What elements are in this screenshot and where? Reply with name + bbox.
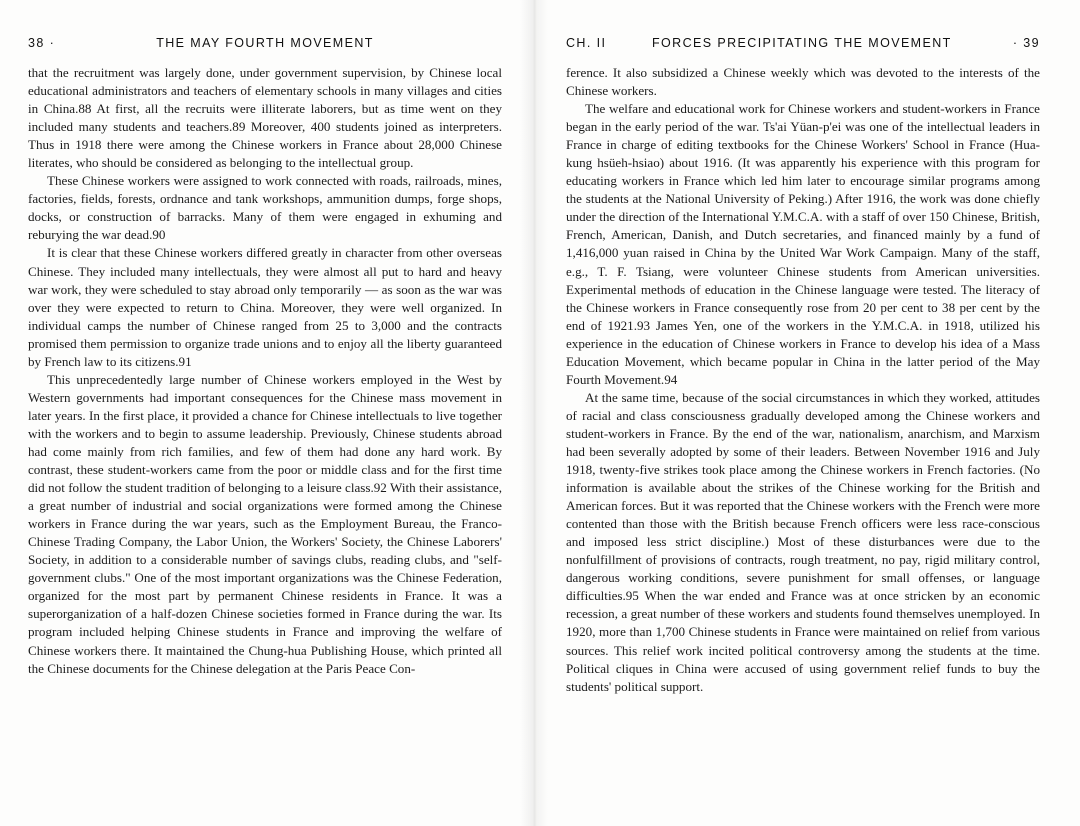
right-page-text — [566, 64, 1040, 696]
left-page-text — [28, 64, 502, 678]
left-paragraph-3: It is clear that these Chinese workers differed greatly in character from other overseas Chinese. They included many intellectuals, they were almost all put to hard and heavy war work, they were scheduled to stay abroad only temporarily — as soon as the war was over they were expected to return to China. Moreover, they were well organized. In individual camps the number of Chinese ranged from 25 to 3,000 and the contracts promised them permission to organize trade unions and to enjoy all the liberty guaranteed by French law to its citizens.91 — [28, 245, 502, 369]
left-running-head — [28, 36, 502, 54]
book-gutter — [520, 0, 548, 826]
left-page — [28, 36, 502, 678]
left-paragraph-2: These Chinese workers were assigned to work connected with roads, railroads, mines, factories, fields, forests, ordnance and tank workshops, ammunition dumps, forge shops, docks, or construction of barracks. Many of them were engaged in exhuming and reburying the war dead.90 — [28, 173, 502, 243]
right-chapter-label: CH. II — [566, 36, 607, 50]
left-paragraph-1: that the recruitment was largely done, under government supervision, by Chinese local educational administrators and teachers of elementary schools in many villages and cities in China.88 At first, all the recruits were illiterate laborers, but as time went on they included many students and teachers.89 Moreover, 400 students joined as interpreters. Thus in 1918 there were among the Chinese workers in France about 28,000 Chinese literates, who should be considered as belonging to the intellectual group. — [28, 65, 502, 171]
left-running-title: THE MAY FOURTH MOVEMENT — [156, 36, 374, 50]
right-paragraph-2: The welfare and educational work for Chinese workers and student-workers in France began in the early period of the war. Ts'ai Yüan-p'ei was one of the intellectual leaders in France in charge of editing textbooks for the Chinese Workers' School in France (Hua-kung hsüeh-hsiao) about 1916. (It was apparently his experience with this program for educating workers in France which led him later to encourage similar programs among the students at the National University of Peking.) After 1916, the work was done chiefly under the direction of the International Y.M.C.A. with a staff of over 150 Chinese, British, French, American, Danish, and Dutch secretaries, and financed mainly by a fund of 1,416,000 yuan raised in China by the United War Work Campaign. Many of the staff, e.g., T. F. Tsiang, were volunteer Chinese students from American universities. Experimental methods of education in the Chinese language were tested. The literacy of the Chinese workers in France consequently rose from 20 per cent to 38 per cent by the end of 1921.93 James Yen, one of the workers in the Y.M.C.A. in 1918, utilized his experience in the education of Chinese workers in France to develop his idea of a Mass Education Movement, which became popular in China in the latter period of the May Fourth Movement.94 — [566, 101, 1040, 387]
right-running-title: FORCES PRECIPITATING THE MOVEMENT — [652, 36, 952, 50]
right-page-number: · 39 — [1012, 36, 1040, 50]
left-paragraph-4: This unprecedentedly large number of Chinese workers employed in the West by Western governments had important consequences for the Chinese mass movement in later years. In the first place, it provided a chance for Chinese intellectuals to live together with the workers and to begin to assume leadership. Previously, Chinese students abroad had come mainly from rich families, and few of them had done any hard work. By contrast, these student-workers came from the poor or middle class and for the first time did not follow the student tradition of belonging to a leisure class.92 With their assistance, a great number of industrial and social organizations were formed among the Chinese workers in France during the war years, such as the Employment Bureau, the Franco-Chinese Trading Company, the Labor Union, the Workers' Society, the Chinese Laborers' Society, in addition to a considerable number of savings clubs, reading clubs, and "self-government clubs." One of the most important organizations was the Chinese Federation, organized for the most part by permanent Chinese residents in France. It was a superorganization of a half-dozen Chinese societies formed in France during the war. Its program included helping Chinese students in France and improving the welfare of Chinese workers there. It maintained the Chung-hua Publishing House, which printed all the Chinese documents for the Chinese delegation at the Paris Peace Con- — [28, 371, 502, 676]
right-page — [566, 36, 1040, 696]
right-running-head — [566, 36, 1040, 54]
right-paragraph-1: ference. It also subsidized a Chinese weekly which was devoted to the interests of the Chinese workers. — [566, 65, 1040, 99]
left-page-number: 38 · — [28, 36, 56, 50]
right-paragraph-3: At the same time, because of the social circumstances in which they worked, attitudes of racial and class consciousness gradually developed among the Chinese workers and student-workers in France. By the end of the war, nationalism, anarchism, and Marxism had been severally adopted by some of their leaders. Between November 1916 and July 1918, twenty-five strikes took place among the Chinese workers in French factories. (No information is available about the strikes of the Chinese working for the British and American forces. But it was reported that the Chinese workers with the French were more contented than those with the British because French officers were less race-conscious and imposed less strict discipline.) Most of these disturbances were due to the nonfulfillment of provisions of contracts, rough treatment, no pay, rigid military control, dangerous working conditions, severe punishment for small offenses, or language difficulties.95 When the war ended and France was at once stricken by an economic recession, a great number of these workers and students found themselves unemployed. In 1920, more than 1,700 Chinese students in France were maintained on relief from various sources. This relief work incited political controversy among the students at the time. Political cliques in China were accused of using government relief funds to buy the students' political support. — [566, 389, 1040, 694]
